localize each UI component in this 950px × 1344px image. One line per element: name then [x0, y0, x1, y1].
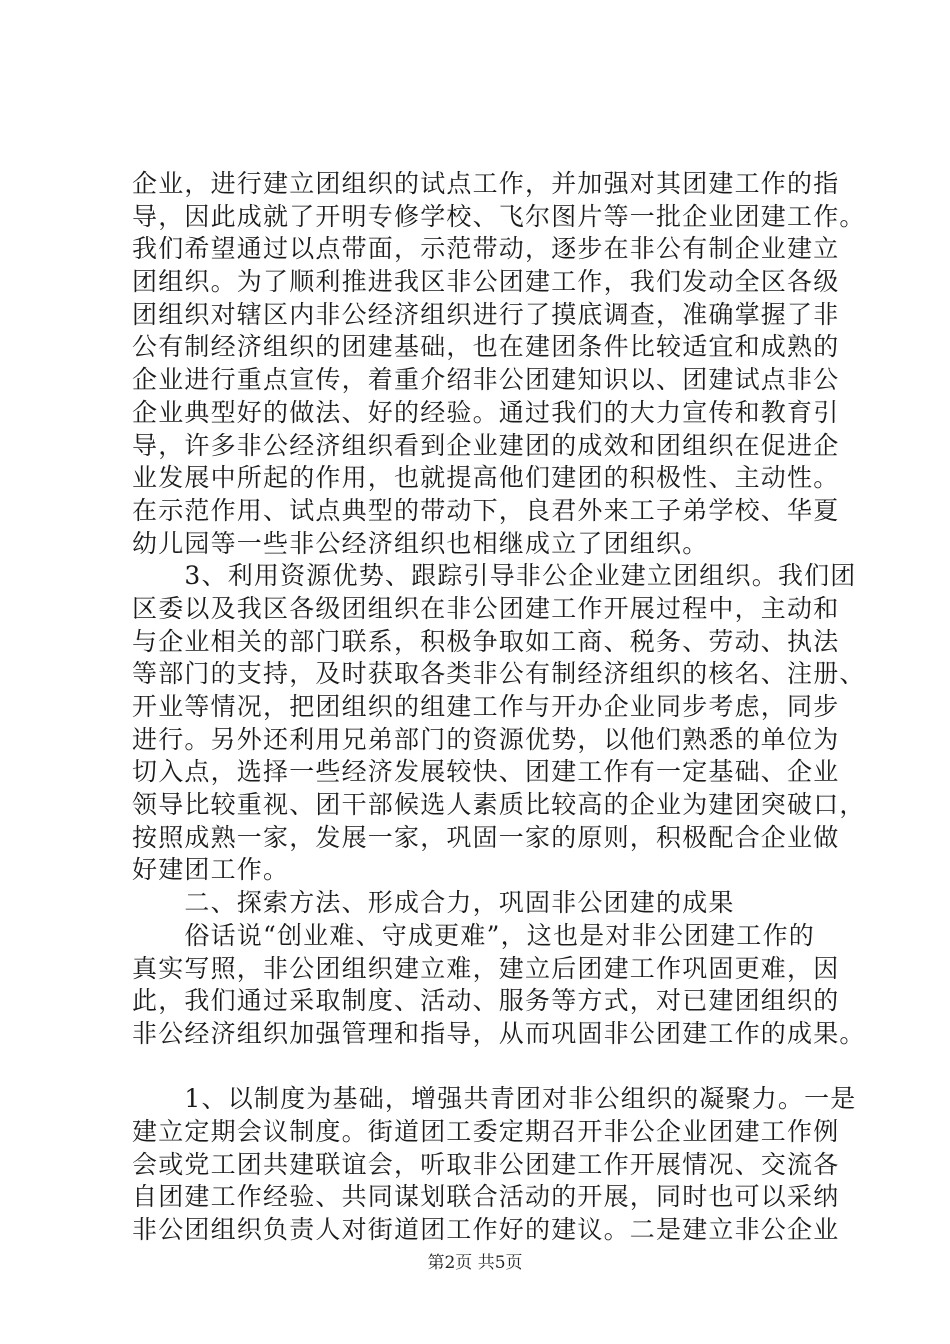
text-line: 导，许多非公经济组织看到企业建团的成效和团组织在促进企: [132, 430, 840, 460]
text-line: 自团建工作经验、共同谋划联合活动的开展，同时也可以采纳: [132, 1182, 840, 1212]
text-line: 3、利用资源优势、跟踪引导非公企业建立团组织。我们团: [132, 561, 857, 591]
text-line: 导，因此成就了开明专修学校、飞尔图片等一批企业团建工作。: [132, 201, 866, 231]
text-line: 开业等情况，把团组织的组建工作与开办企业同步考虑，同步: [132, 692, 840, 721]
text-line: 进行。另外还利用兄弟部门的资源优势，以他们熟悉的单位为: [132, 724, 840, 754]
text-line: 建立定期会议制度。街道团工委定期召开非公企业团建工作例: [132, 1116, 840, 1146]
text-line: 会或党工团共建联谊会，听取非公团建工作开展情况、交流各: [132, 1149, 840, 1179]
text-line: 非公团组织负责人对街道团工作好的建议。二是建立非公企业: [132, 1215, 840, 1244]
text-line: 等部门的支持，及时获取各类非公有制经济组织的核名、注册、: [132, 659, 866, 689]
text-line: 幼儿园等一些非公经济组织也相继成立了团组织。: [132, 528, 709, 558]
text-line: 业发展中所起的作用，也就提高他们建团的积极性、主动性。: [132, 463, 840, 493]
text-line: 好建团工作。: [132, 855, 290, 885]
text-line: 切入点，选择一些经济发展较快、团建工作有一定基础、企业: [132, 757, 840, 787]
text-line: 企业进行重点宣传，着重介绍非公团建知识以、团建试点非公: [132, 365, 840, 395]
document-body: [132, 168, 866, 1247]
text-line: 区委以及我区各级团组织在非公团建工作开展过程中，主动和: [132, 593, 840, 623]
text-line: 此，我们通过采取制度、活动、服务等方式，对已建团组织的: [132, 986, 840, 1016]
text-line: 团组织对辖区内非公经济组织进行了摸底调查，准确掌握了非: [132, 299, 840, 329]
text-line: 按照成熟一家，发展一家，巩固一家的原则，积极配合企业做: [132, 822, 840, 852]
paragraph-gap: [132, 1051, 832, 1084]
text-line: 领导比较重视、团干部候选人素质比较高的企业为建团突破口，: [132, 790, 866, 820]
text-line: 非公经济组织加强管理和指导，从而巩固非公团建工作的成果。: [132, 1018, 866, 1048]
text-line: 团组织。为了顺利推进我区非公团建工作，我们发动全区各级: [132, 267, 840, 297]
text-line: 真实写照，非公团组织建立难，建立后团建工作巩固更难，因: [132, 953, 840, 983]
section-heading: 二、探索方法、形成合力，巩固非公团建的成果: [132, 888, 735, 918]
text-line: 1、以制度为基础，增强共青团对非公组织的凝聚力。一是: [132, 1084, 857, 1114]
text-line: 在示范作用、试点典型的带动下，良君外来工子弟学校、华夏: [132, 495, 840, 525]
text-line: 与企业相关的部门联系，积极争取如工商、税务、劳动、执法: [132, 626, 840, 656]
text-line: 企业典型好的做法、好的经验。通过我们的大力宣传和教育引: [132, 397, 840, 427]
text-line: 我们希望通过以点带面，示范带动，逐步在非公有制企业建立: [132, 234, 840, 264]
text-line: 企业，进行建立团组织的试点工作，并加强对其团建工作的指: [132, 169, 840, 198]
page-number-label: 第2页 共5页: [427, 1253, 523, 1273]
text-line: 俗话说“创业难、守成更难”，这也是对非公团建工作的: [132, 920, 815, 950]
page-footer: [0, 1248, 950, 1273]
text-line: 公有制经济组织的团建基础，也在建团条件比较适宜和成熟的: [132, 332, 840, 362]
